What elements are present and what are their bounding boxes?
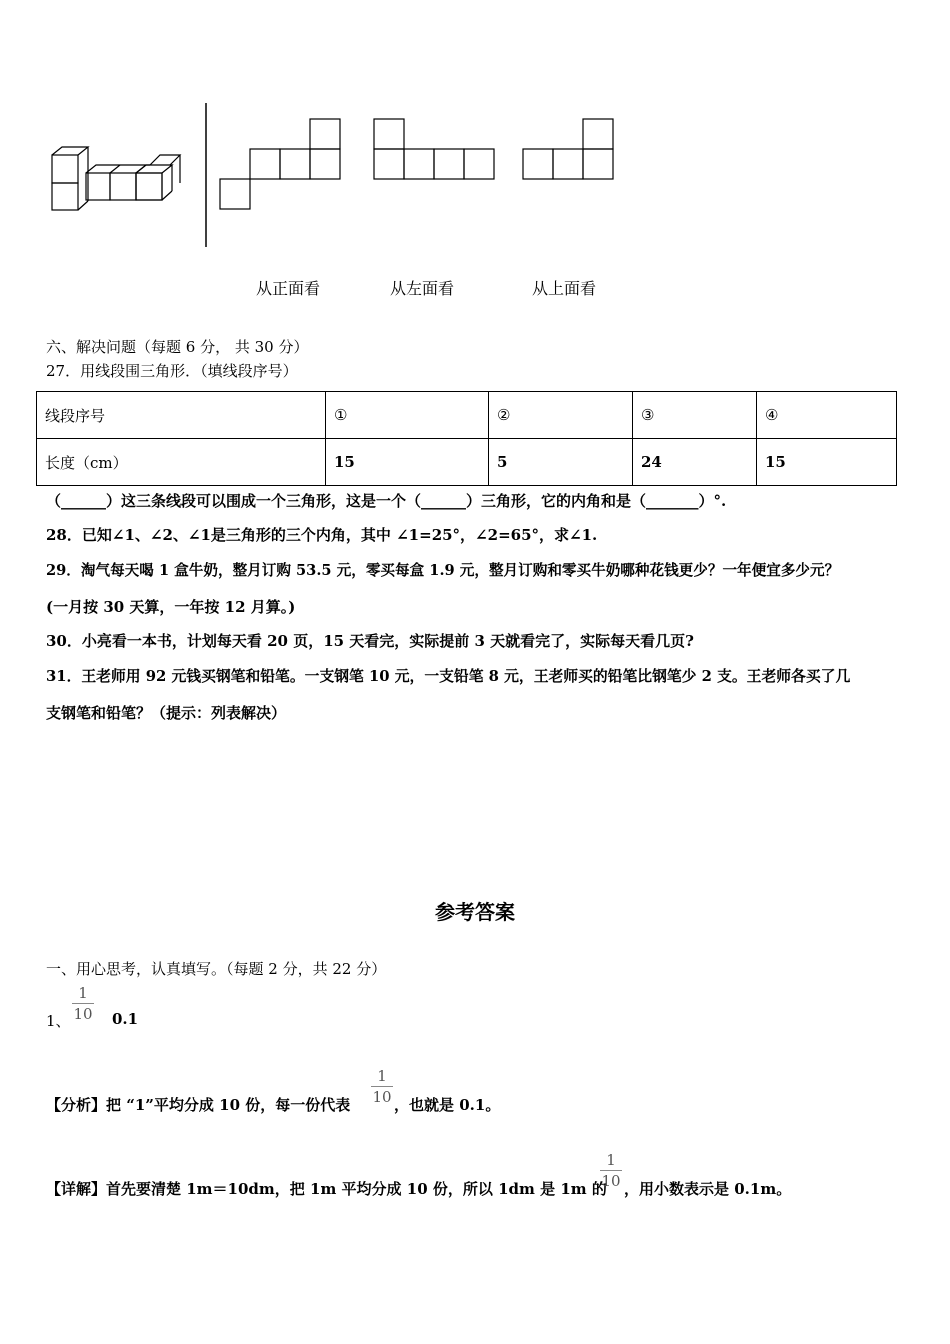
question-31-line-2: 支钢笔和铅笔？（提示：列表解决） xyxy=(46,704,287,722)
left-view-drawing xyxy=(374,119,494,179)
fraction-numerator: 1 xyxy=(606,1151,616,1169)
detail-text-after: ，用小数表示是 0.1m。 xyxy=(624,1180,792,1198)
question-30: 30．小亮看一本书，计划每天看 20 页，15 天看完，实际提前 3 天就看完了，实际每天看几页? xyxy=(46,632,694,650)
detail-text-before: 首先要清楚 1m＝10dm，把 1m 平均分成 10 份，所以 1dm 是 1m 的 xyxy=(106,1180,607,1198)
question-29-line-2: (一月按 30 天算，一年按 12 月算。) xyxy=(46,598,296,616)
question-27: 27．用线段围三角形．（填线段序号） xyxy=(46,362,298,380)
table-cell: 15 xyxy=(757,439,897,486)
answer-1-prefix: 1、 xyxy=(46,1012,71,1030)
front-view-drawing xyxy=(220,119,340,209)
table-row xyxy=(37,439,897,486)
segment-table xyxy=(36,391,897,486)
detail-tag: 【详解】 xyxy=(46,1180,107,1198)
analysis-text-before: 把 “1”平均分成 10 份，每一份代表 xyxy=(106,1096,351,1114)
analysis-line xyxy=(46,1094,350,1115)
table-cell: ② xyxy=(489,392,633,439)
fraction-denominator: 10 xyxy=(601,1172,621,1190)
question-31-line-1: 31．王老师用 92 元钱买钢笔和铅笔。一支钢笔 10 元，一支铅笔 8 元，王老师买的铅笔比钢笔少 2 支。王老师各买了几 xyxy=(46,668,851,685)
table-cell: 长度（cm） xyxy=(37,439,326,486)
table-cell: 15 xyxy=(326,439,489,486)
table-cell: 5 xyxy=(489,439,633,486)
analysis-tag: 【分析】 xyxy=(46,1096,107,1114)
view-label-left: 从左面看 xyxy=(390,279,455,298)
question-27-fill-line: （______）这三条线段可以围成一个三角形，这是一个（______）三角形，它的内角和是（_______）°. xyxy=(46,492,727,510)
analysis-fraction xyxy=(371,1068,393,1105)
detail-line xyxy=(46,1178,607,1199)
fraction-denominator: 10 xyxy=(372,1088,392,1106)
question-29-line-1: 29．淘气每天喝 1 盒牛奶，整月订购 53.5 元，零买每盒 1.9 元，整月订购和零买牛奶哪种花钱更少？一年便宜多少元？ xyxy=(46,562,840,579)
fraction-denominator: 10 xyxy=(73,1005,93,1023)
view-label-front: 从正面看 xyxy=(256,279,321,298)
top-view-drawing xyxy=(523,119,613,179)
view-label-top: 从上面看 xyxy=(532,279,597,298)
detail-fraction xyxy=(600,1152,622,1189)
answers-section-1-heading: 一、用心思考，认真填写。（每题 2 分，共 22 分） xyxy=(46,960,387,978)
cube-views-figure xyxy=(40,95,640,255)
table-row xyxy=(37,392,897,439)
table-cell: 线段序号 xyxy=(37,392,326,439)
section-6-heading: 六、解决问题（每题 6 分， 共 30 分） xyxy=(46,338,309,356)
table-cell: 24 xyxy=(633,439,757,486)
table-cell: ④ xyxy=(757,392,897,439)
answers-title: 参考答案 xyxy=(435,900,515,924)
isometric-cube-drawing xyxy=(52,147,180,210)
fraction-numerator: 1 xyxy=(78,984,88,1002)
fraction-numerator: 1 xyxy=(377,1067,387,1085)
answer-1-decimal: 0.1 xyxy=(112,1010,139,1028)
table-cell: ① xyxy=(326,392,489,439)
analysis-text-after: ，也就是 0.1。 xyxy=(394,1096,501,1114)
answer-1-fraction xyxy=(72,985,94,1022)
question-28: 28．已知∠1、∠2、∠1是三角形的三个内角，其中 ∠1=25°，∠2=65°，求∠1. xyxy=(46,526,598,544)
table-cell: ③ xyxy=(633,392,757,439)
